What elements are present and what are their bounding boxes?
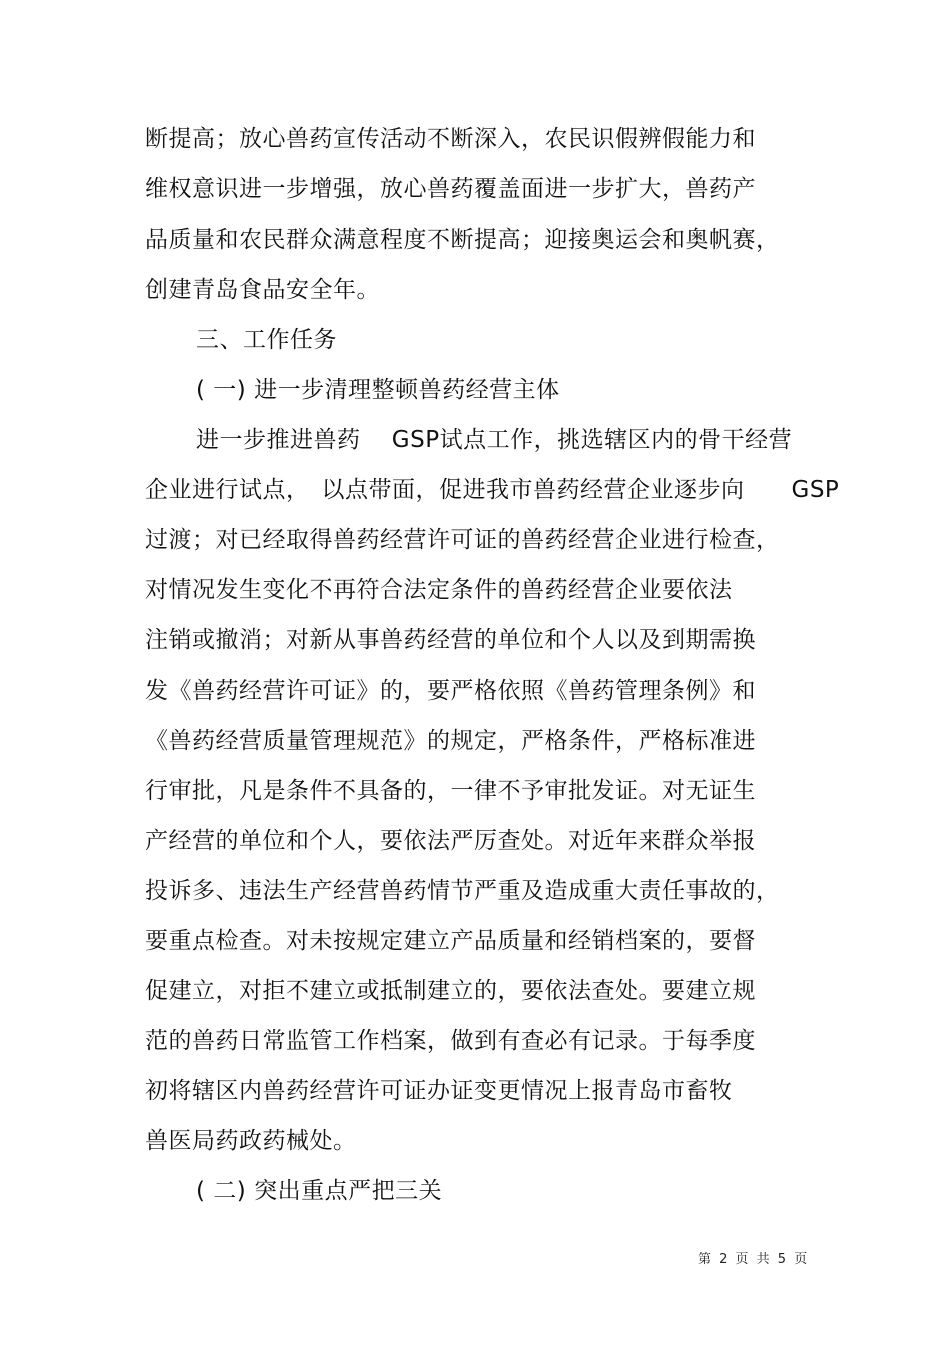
- body-line: 发《兽药经营许可证》的，要严格依照《兽药管理条例》和: [145, 678, 756, 704]
- body-line: 企业进行试点， 以点带面，促进我市兽药经营企业逐步向 GSP: [145, 477, 840, 503]
- body-line: 范的兽药日常监管工作档案，做到有查必有记录。于每季度: [145, 1028, 756, 1054]
- body-line: 行审批，凡是条件不具备的，一律不予审批发证。对无证生: [145, 778, 756, 804]
- page-number-footer: 第 2 页 共 5 页: [698, 1252, 810, 1267]
- body-line: 品质量和农民群众满意程度不断提高；迎接奥运会和奥帆赛，: [145, 227, 780, 253]
- body-line: 促建立，对拒不建立或抵制建立的，要依法查处。要建立规: [145, 978, 756, 1004]
- body-line: 断提高；放心兽药宣传活动不断深入，农民识假辨假能力和: [145, 126, 756, 152]
- body-line: 创建青岛食品安全年。: [145, 277, 380, 303]
- subsection-heading: ( 二) 突出重点严把三关: [196, 1178, 443, 1204]
- body-line: 维权意识进一步增强，放心兽药覆盖面进一步扩大，兽药产: [145, 176, 756, 202]
- body-line: 初将辖区内兽药经营许可证办证变更情况上报青岛市畜牧: [145, 1078, 733, 1104]
- body-line: 《兽药经营质量管理规范》的规定，严格条件，严格标准进: [145, 728, 756, 754]
- body-line: 进一步推进兽药 GSP试点工作，挑选辖区内的骨干经营: [196, 427, 793, 453]
- body-line: 投诉多、违法生产经营兽药情节严重及造成重大责任事故的，: [145, 878, 780, 904]
- body-line: 注销或撤消；对新从事兽药经营的单位和个人以及到期需换: [145, 627, 756, 653]
- body-line: 产经营的单位和个人，要依法严厉查处。对近年来群众举报: [145, 828, 756, 854]
- body-line: 过渡；对已经取得兽药经营许可证的兽药经营企业进行检查，: [145, 527, 780, 553]
- body-line: 要重点检查。对未按规定建立产品质量和经销档案的，要督: [145, 928, 756, 954]
- body-line: 兽医局药政药械处。: [145, 1128, 357, 1154]
- body-line: 对情况发生变化不再符合法定条件的兽药经营企业要依法: [145, 577, 733, 603]
- section-heading: 三、工作任务: [196, 327, 337, 353]
- subsection-heading: ( 一) 进一步清理整顿兽药经营主体: [196, 377, 560, 403]
